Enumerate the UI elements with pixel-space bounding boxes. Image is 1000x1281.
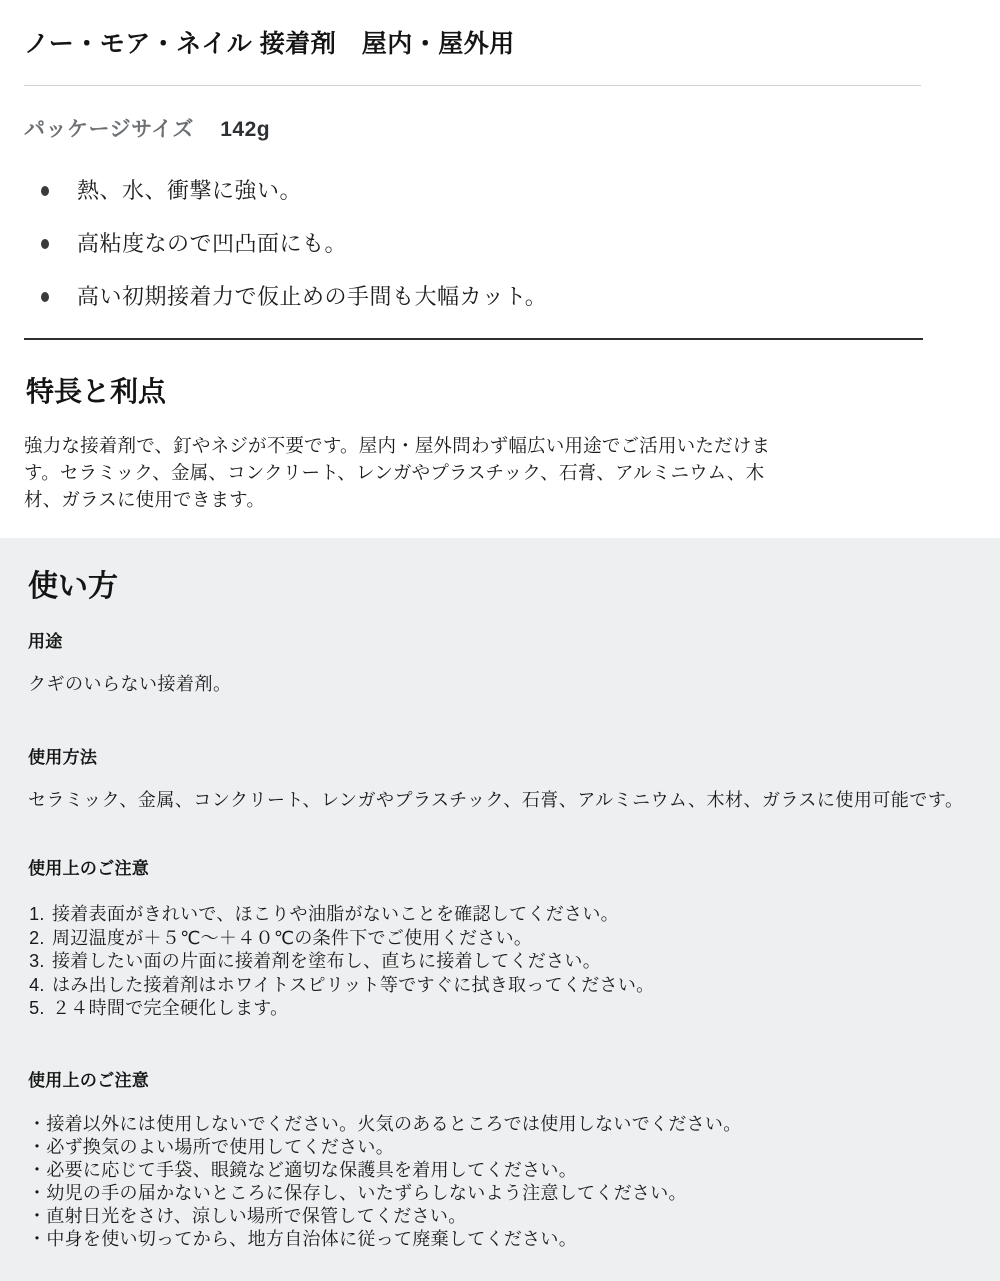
highlight-text: 熱、水、衝撃に強い。 bbox=[77, 177, 303, 203]
precaution-numbered-item: 4. はみ出した接着剤はホワイトスピリット等ですぐに拭き取ってください。 bbox=[50, 974, 972, 998]
product-summary-section bbox=[0, 0, 1000, 513]
precaution-bulleted-item: ・ 必ず換気のよい場所で使用してください。 bbox=[28, 1136, 972, 1159]
highlight-text: 高い初期接着力で仮止めの手間も大幅カット。 bbox=[77, 283, 548, 309]
features-heading: 特長と利点 bbox=[26, 375, 167, 407]
precaution-bulleted-item: ・ 中身を使い切ってから、地方自治体に従って廃棄してください。 bbox=[28, 1228, 972, 1251]
precaution-numbered-item: 1. 接着表面がきれいで、ほこりや油脂がないことを確認してください。 bbox=[50, 903, 972, 927]
usage-heading: 使い方 bbox=[28, 569, 118, 603]
method-text: セラミック、金属、コンクリート、レンガやプラスチック、石膏、アルミニウム、木材、ガラスに使用可能です。 bbox=[28, 790, 964, 811]
divider-dark bbox=[24, 338, 923, 340]
precautions-bulleted-label: 使用上のご注意 bbox=[28, 1070, 150, 1090]
method-label: 使用方法 bbox=[28, 748, 98, 768]
bullet-dot-icon bbox=[41, 239, 49, 249]
product-highlights-list bbox=[24, 179, 976, 309]
precaution-numbered-item: 3. 接着したい面の片面に接着剤を塗布し、直ちに接着してください。 bbox=[50, 950, 972, 974]
precaution-bulleted-item: ・ 接着以外には使用しないでください。火気のあるところでは使用しないでください。 bbox=[28, 1113, 972, 1136]
highlight-text: 高粘度なので凹凸面にも。 bbox=[77, 230, 348, 256]
purpose-label: 用途 bbox=[28, 632, 63, 652]
purpose-text: クギのいらない接着剤。 bbox=[28, 674, 232, 695]
bullet-dot-icon bbox=[41, 292, 49, 302]
precautions-numbered-label: 使用上のご注意 bbox=[28, 859, 150, 879]
bullet-dot-icon bbox=[41, 186, 49, 196]
precaution-bulleted-item: ・ 必要に応じて手袋、眼鏡など適切な保護具を着用してください。 bbox=[28, 1159, 972, 1182]
precaution-numbered-item: 5. ２４時間で完全硬化します。 bbox=[50, 997, 972, 1021]
features-body-text: 強力な接着剤で、釘やネジが不要です。屋内・屋外問わず幅広い用途でご活用いただけます。セラミック、金属、コンクリート、レンガやプラスチック、石膏、アルミニウム、木材、ガラスに使用できます。 bbox=[24, 434, 771, 510]
precaution-bulleted-item: ・ 直射日光をさけ、涼しい場所で保管してください。 bbox=[28, 1205, 972, 1228]
package-size-value: 142g bbox=[220, 117, 271, 141]
highlight-item bbox=[24, 232, 976, 256]
precautions-bulleted-list bbox=[28, 1113, 972, 1251]
product-title: ノー・モア・ネイル 接着剤 屋内・屋外用 bbox=[24, 30, 515, 58]
precautions-numbered-list bbox=[28, 903, 972, 1021]
precaution-numbered-item: 2. 周辺温度が＋５℃〜＋４０℃の条件下でご使用ください。 bbox=[50, 927, 972, 951]
precaution-bulleted-item: ・ 幼児の手の届かないところに保存し、いたずらしないよう注意してください。 bbox=[28, 1182, 972, 1205]
highlight-item bbox=[24, 285, 976, 309]
package-size-label: パッケージサイズ bbox=[24, 117, 194, 141]
package-size-row bbox=[24, 113, 976, 143]
divider-light bbox=[24, 85, 921, 86]
highlight-item bbox=[24, 179, 976, 203]
usage-section bbox=[0, 538, 1000, 1281]
